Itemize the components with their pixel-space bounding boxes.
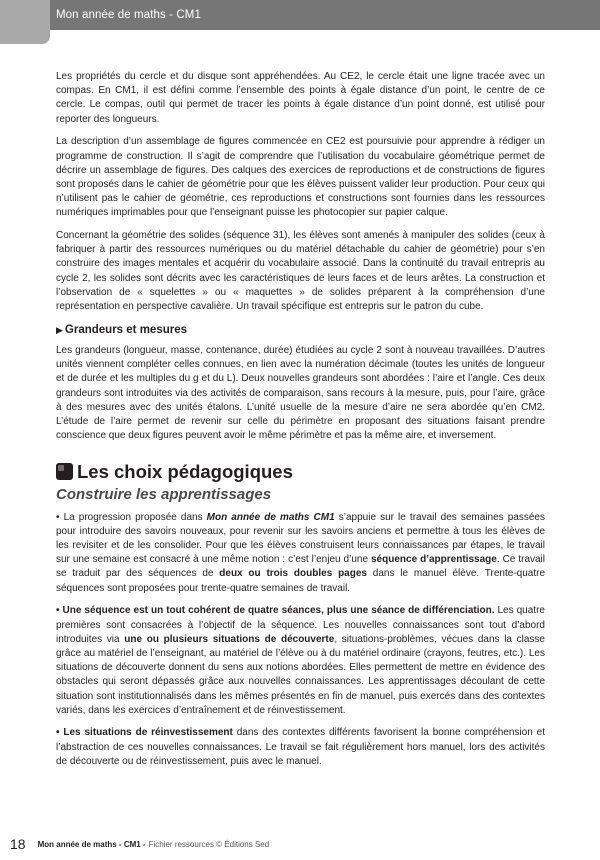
triangle-bullet-icon: ▶ (56, 324, 63, 335)
subheading-text: Grandeurs et mesures (64, 323, 188, 336)
paragraph-solides: Concernant la géométrie des solides (séquence 31), les élèves sont amenés à manipuler des solides (ceux à fabriquer à partir des ressources numériques ou du matériel détachable du cahier de géométrie) pour s’en construire des images mentales et acquérir du vocabulaire associé. Dans la continuité du travail entrepris au cycle 2, les solides sont décrits avec les caractéristiques de leurs faces et de leurs arêtes. La construction et l’observation de « squelettes » ou « maquettes » de solides préparent à la compréhension d’une représentation en perspective cavalière. Un travail spécifique est entrepris sur le patron du cube. (56, 230, 545, 313)
bold-run: une ou plusieurs situations de découverte (124, 633, 335, 645)
page-number: 18 (10, 836, 26, 852)
subheading-grandeurs (56, 323, 545, 337)
text-run: , situations-problèmes, vécues dans la classe grâce au matériel de l’enseignant, au matériel de l’élève ou à du matériel ordinaire (crayons, feutres, etc.). Les situations de découverte donnent du sens aux notions abordées. Elles permettent de mettre en évidence des obstacles qui seront dépassés grâce aux nouvelles connaissances. Les apprentissages découlant de cette situation sont institutionnalisés dans les mêmes présentés en fin de manuel, puis exercés dans des contextes variés, dans les exercices d’entraînement et de réinvestissement. (56, 633, 545, 716)
bold-run: • Une séquence est un tout cohérent de quatre séances, plus une séance de différenciation. (56, 605, 495, 617)
paragraph-reinvestissement (56, 726, 545, 769)
section-subtitle: Construire les apprentissages (56, 486, 272, 504)
bold-run: séquence d’apprentissage (371, 554, 497, 566)
bold-run: • Les situations de réinvestissement (56, 727, 233, 739)
header-title: Mon année de maths - CM1 (56, 9, 201, 21)
book-title: Mon année de maths CM1 (206, 511, 335, 523)
text-run: Les quatre premières sont consacrées à l’objectif de la séquence. Les nouvelles connaissances sont tout d’abord introduites via (56, 605, 545, 645)
section-square-icon (56, 463, 73, 480)
paragraph-assemblage: La description d’un assemblage de figures commencée en CE2 est poursuivie pour apprendre à rédiger un programme de construction. Il s’agit de comprendre que l’utilisation du vocabulaire géométrique permet de décrire un assemblage de figures. Des calques des exercices de reproductions et de constructions de figures sont proposés dans le cahier de géométrie pour que les élèves puissent valider leur production. Pour ceux qui n’utilisent pas le cahier de géométrie, ces reproductions et constructions sont fournies dans les ressources numériques imprimables pour que l’enseignant puisse les photocopier sur papier calque. (56, 136, 545, 219)
text-run: dans des contextes différents favorisent la bonne compréhension et l’abstraction de ces nouvelles connaissances. Le travail se fait régulièrement hors manuel, lors des activités de découverte ou de réinvestissement, puis avec le manuel. (56, 727, 545, 767)
paragraph-grandeurs: Les grandeurs (longueur, masse, contenance, durée) étudiées au cycle 2 sont à nouveau travaillées. D’autres unités viennent compléter celles connues, en lien avec la numération décimale (toutes les unités de longueur et de durée et les multiples du g et du L). Deux nouvelles grandeurs sont abordées : l’aire et l’angle. Ces deux grandeurs sont introduites via des activités de comparaison, sans recours à la mesure, puis, pour l’aire, grâce à des mesures avec des unités étalons. L’unité usuelle de la mesure d’aire ne sera abordée qu’en CM2. L’étude de l’aire permet de revenir sur celle du périmètre en proposant des situations faisant prendre conscience que deux figures peuvent avoir le même périmètre et pas la même aire, et inversement. (56, 344, 545, 442)
section-title (56, 460, 545, 482)
paragraph-sequence (56, 604, 545, 718)
text-run: . Ce travail se traduit par des séquences de (56, 554, 546, 580)
paragraph-progression (56, 511, 545, 596)
page-content (56, 70, 545, 778)
text-run: dans le manuel élève. Trente-quatre séquences sont proposées pour trente-quatre semaines de travail. (56, 568, 546, 594)
bold-run: deux ou trois doubles pages (219, 568, 367, 580)
text-run: • La progression proposée dans (56, 511, 207, 523)
footer-series: Mon année de maths - CM1 - (37, 839, 146, 849)
page-footer (10, 836, 570, 852)
paragraph-cercle: Les propriétés du cercle et du disque sont appréhendées. Au CE2, le cercle était une ligne tracée avec un compas. En CM1, il est défini comme l’ensemble des points à égale distance d’un point, le centre de ce cercle. Le compas, outil qui permet de tracer les points à égale distance d’un point donné, est utilisé pour reporter des longueurs. (56, 71, 545, 125)
footer-credit: Fichier ressources © Éditions Sed (148, 839, 270, 849)
header-tab (0, 0, 50, 44)
text-run: s’appuie sur le travail des semaines passées pour introduire des savoirs nouveaux, pour revenir sur les savoirs anciens et permettre à tous les élèves de les revisiter et de les consolider. Pour que les élèves construisent leurs connaissances par étapes, le travail sur une semaine est consacré à une même notion : c’est l’enjeu d’une (56, 511, 545, 566)
section-title-text: Les choix pédagogiques (77, 460, 293, 482)
